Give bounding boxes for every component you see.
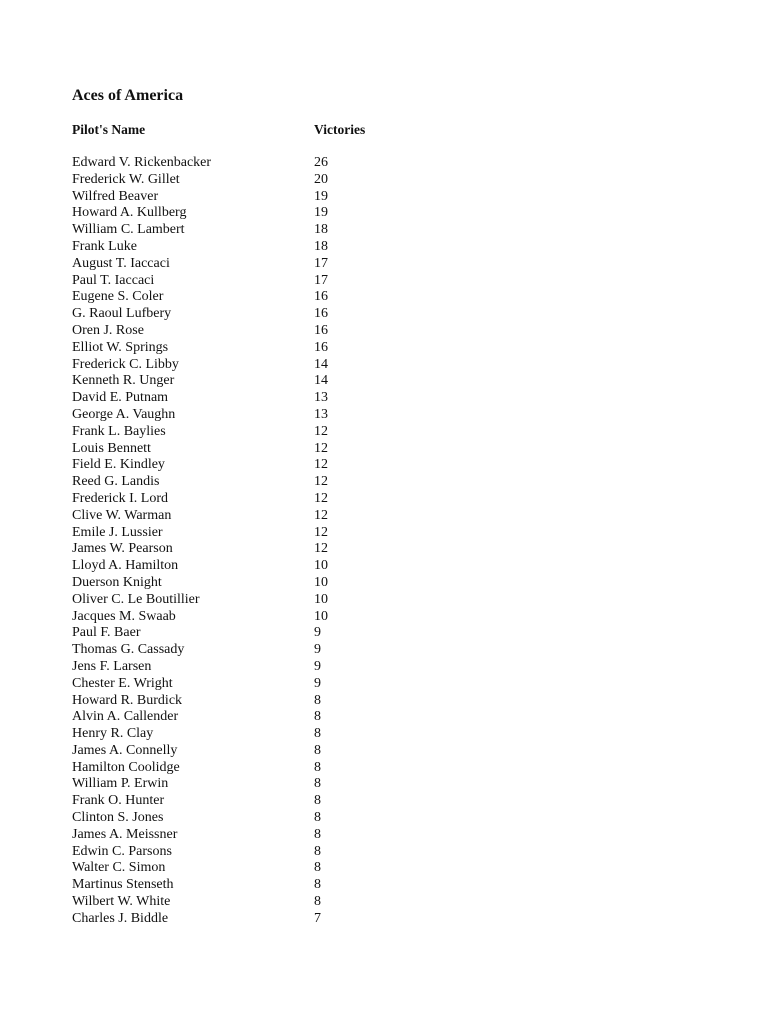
pilot-name: Jacques M. Swaab (72, 608, 176, 624)
table-row (72, 625, 472, 642)
table-row (72, 693, 472, 710)
table-row (72, 205, 472, 222)
table-row (72, 340, 472, 357)
table-row (72, 676, 472, 693)
victory-count: 12 (314, 524, 328, 540)
table-row (72, 474, 472, 491)
pilot-name: Frederick I. Lord (72, 490, 169, 506)
table-row (72, 894, 472, 911)
table-row (72, 390, 472, 407)
victory-count: 9 (314, 658, 321, 674)
victory-count: 12 (314, 541, 328, 557)
victory-count: 8 (314, 793, 321, 809)
table-row (72, 373, 472, 390)
pilot-name: Chester E. Wright (72, 675, 173, 691)
pilot-name: Paul F. Baer (72, 625, 141, 641)
victory-count: 17 (314, 255, 328, 271)
table-row (72, 525, 472, 542)
victory-count: 18 (314, 238, 328, 254)
victory-count: 12 (314, 457, 328, 473)
table-row (72, 273, 472, 290)
pilot-name: Martinus Stenseth (72, 877, 174, 893)
pilot-name: Alvin A. Callender (72, 709, 179, 725)
pilot-name: Howard A. Kullberg (72, 205, 187, 221)
pilot-name: Emile J. Lussier (72, 524, 163, 540)
pilot-name: Eugene S. Coler (72, 289, 164, 305)
pilot-name: Lloyd A. Hamilton (72, 558, 179, 574)
pilot-name: Wilfred Beaver (72, 188, 159, 204)
victory-count: 10 (314, 608, 328, 624)
table-row (72, 609, 472, 626)
victory-count: 12 (314, 490, 328, 506)
victory-count: 8 (314, 692, 321, 708)
table-row (72, 189, 472, 206)
victory-count: 8 (314, 742, 321, 758)
victory-count: 14 (314, 373, 328, 389)
table-row (72, 743, 472, 760)
table-row (72, 558, 472, 575)
table-row (72, 776, 472, 793)
pilot-name: Oren J. Rose (72, 322, 144, 338)
pilot-name: Louis Bennett (72, 440, 151, 456)
pilot-name: William C. Lambert (72, 222, 185, 238)
table-row (72, 306, 472, 323)
pilot-name: Howard R. Burdick (72, 692, 183, 708)
document-title: Aces of America (72, 87, 184, 104)
table-row (72, 441, 472, 458)
table-row (72, 155, 472, 172)
table-row (72, 424, 472, 441)
victory-count: 8 (314, 759, 321, 775)
pilot-name: Reed G. Landis (72, 474, 160, 490)
pilot-name: August T. Iaccaci (72, 255, 170, 271)
victory-count: 12 (314, 507, 328, 523)
victory-count: 16 (314, 306, 328, 322)
table-header (72, 121, 472, 139)
victory-count: 12 (314, 423, 328, 439)
victory-count: 8 (314, 877, 321, 893)
column-header-victories: Victories (314, 122, 366, 137)
table-row (72, 726, 472, 743)
pilot-name: Oliver C. Le Boutillier (72, 591, 200, 607)
pilot-name: Frank L. Baylies (72, 423, 166, 439)
victory-count: 16 (314, 289, 328, 305)
table-row (72, 289, 472, 306)
table-row (72, 793, 472, 810)
pilot-name: George A. Vaughn (72, 406, 176, 422)
pilot-name: William P. Erwin (72, 776, 169, 792)
table-row (72, 491, 472, 508)
pilot-name: Frederick W. Gillet (72, 171, 180, 187)
table-row (72, 592, 472, 609)
victory-count: 7 (314, 910, 321, 926)
table-row (72, 541, 472, 558)
table-row (72, 659, 472, 676)
pilot-name: David E. Putnam (72, 390, 169, 406)
victory-count: 18 (314, 222, 328, 238)
victory-count: 16 (314, 339, 328, 355)
table-row (72, 239, 472, 256)
table-row (72, 256, 472, 273)
victory-count: 13 (314, 390, 328, 406)
pilot-name: Duerson Knight (72, 574, 162, 590)
table-row (72, 457, 472, 474)
victory-count: 19 (314, 205, 328, 221)
pilot-name: Frank O. Hunter (72, 793, 165, 809)
pilot-name: Frederick C. Libby (72, 356, 179, 372)
pilot-name: Wilbert W. White (72, 894, 171, 910)
pilot-list (72, 155, 472, 928)
victory-count: 10 (314, 574, 328, 590)
column-header-pilot-name: Pilot's Name (72, 122, 146, 137)
table-row (72, 642, 472, 659)
pilot-name: Edward V. Rickenbacker (72, 155, 212, 170)
table-row (72, 844, 472, 861)
pilot-name: Hamilton Coolidge (72, 759, 180, 775)
pilot-name: Edwin C. Parsons (72, 843, 172, 859)
table-row (72, 810, 472, 827)
victory-count: 8 (314, 894, 321, 910)
victory-count: 8 (314, 860, 321, 876)
victory-count: 20 (314, 171, 328, 187)
pilot-name: Paul T. Iaccaci (72, 272, 155, 288)
pilot-name: Jens F. Larsen (72, 658, 152, 674)
table-row (72, 323, 472, 340)
victory-count: 26 (314, 155, 328, 170)
pilot-name: James A. Connelly (72, 742, 178, 758)
pilot-name: Kenneth R. Unger (72, 373, 175, 389)
pilot-name: G. Raoul Lufbery (72, 306, 172, 322)
victory-count: 13 (314, 406, 328, 422)
table-row (72, 911, 472, 928)
pilot-name: Charles J. Biddle (72, 910, 169, 926)
victory-count: 12 (314, 474, 328, 490)
victory-count: 9 (314, 675, 321, 691)
table-row (72, 172, 472, 189)
victory-count: 16 (314, 322, 328, 338)
table-row (72, 760, 472, 777)
victory-count: 9 (314, 642, 321, 658)
pilot-name: Henry R. Clay (72, 726, 154, 742)
victory-count: 10 (314, 591, 328, 607)
table-row (72, 357, 472, 374)
table-row (72, 222, 472, 239)
pilot-name: Walter C. Simon (72, 860, 166, 876)
table-row (72, 407, 472, 424)
table-row (72, 860, 472, 877)
pilot-name: James W. Pearson (72, 541, 173, 557)
victory-count: 8 (314, 709, 321, 725)
pilot-name: Clinton S. Jones (72, 810, 164, 826)
victory-count: 10 (314, 558, 328, 574)
victory-count: 8 (314, 776, 321, 792)
victory-count: 14 (314, 356, 328, 372)
victory-count: 19 (314, 188, 328, 204)
table-row (72, 709, 472, 726)
victory-count: 8 (314, 726, 321, 742)
table-row (72, 508, 472, 525)
victory-count: 12 (314, 440, 328, 456)
pilot-name: Elliot W. Springs (72, 339, 169, 355)
pilot-name: Field E. Kindley (72, 457, 165, 473)
pilot-name: Thomas G. Cassady (72, 642, 185, 658)
victory-count: 17 (314, 272, 328, 288)
victory-count: 8 (314, 843, 321, 859)
table-row (72, 827, 472, 844)
table-row (72, 575, 472, 592)
table-row (72, 877, 472, 894)
victory-count: 8 (314, 810, 321, 826)
pilot-name: James A. Meissner (72, 826, 178, 842)
victory-count: 9 (314, 625, 321, 641)
pilot-name: Frank Luke (72, 238, 137, 254)
pilot-name: Clive W. Warman (72, 507, 172, 523)
victory-count: 8 (314, 826, 321, 842)
